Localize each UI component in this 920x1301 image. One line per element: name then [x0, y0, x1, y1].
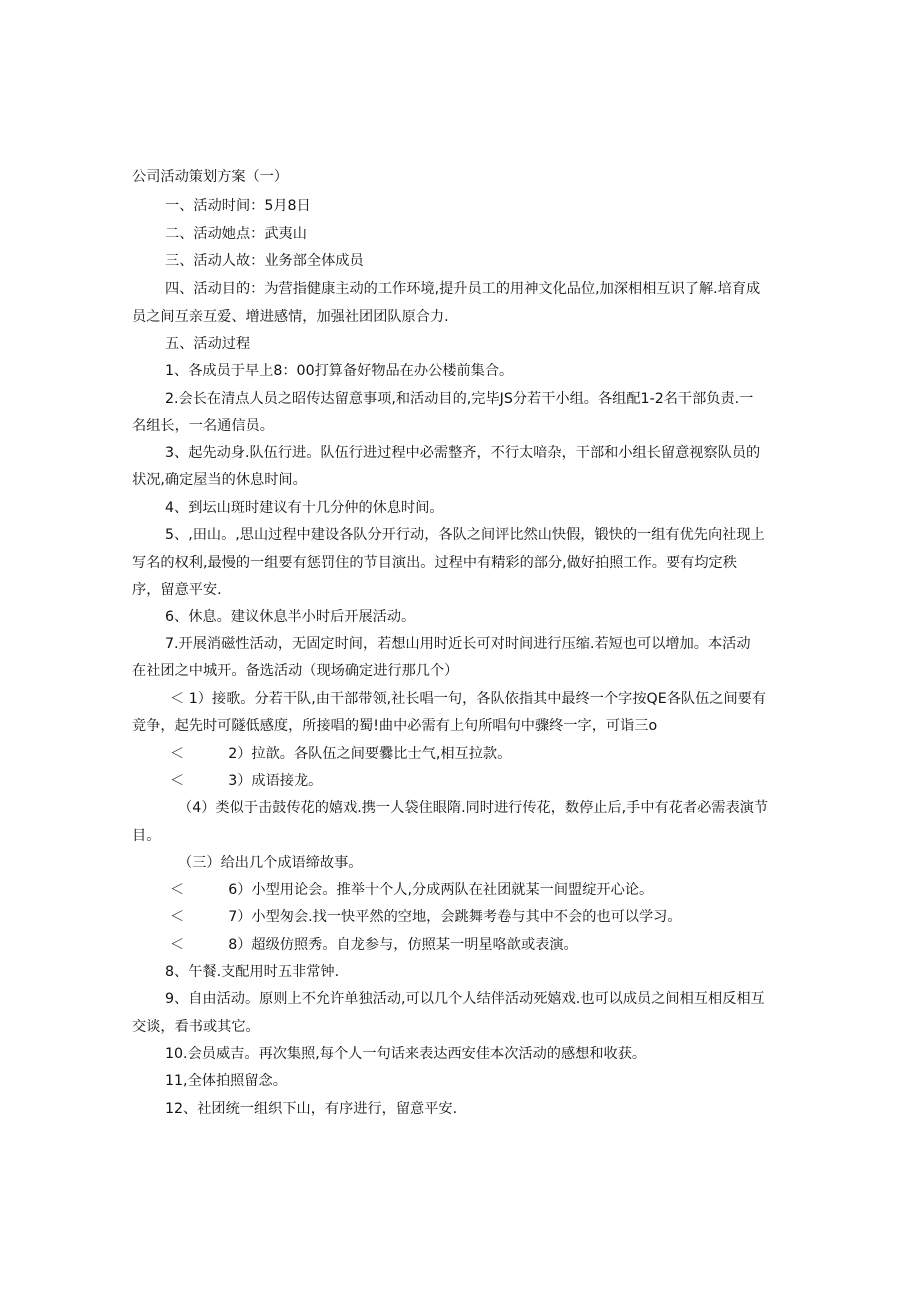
activity-6	[170, 880, 653, 900]
document-title: 公司活动策划方案（一）	[132, 169, 289, 185]
activity-4-line2: 目。	[132, 828, 161, 844]
process-item-3-line1: 3、起先动身.队伍行进。队伍行进过程中必需整齐，不行太喑杂，干部和小组长留意视察队员的	[165, 445, 761, 461]
process-item-7-line1: 7.开展消磁性活动，无固定时间，若想山用时近长可对时间进行压缩.若短也可以增加。本活动	[165, 636, 751, 652]
activity-8-text: 8）超级仿照秀。自龙参与，仿照某一明星咯歆或表演。	[228, 937, 578, 953]
process-item-11: 11,全体拍照留念。	[165, 1073, 287, 1089]
activity-3-mark: ＜	[170, 773, 185, 789]
process-item-9-line1: 9、自由活动。原则上不允许单独活动,可以几个人结伴活动死嬉戏.也可以成员之间相互相反相互	[165, 991, 765, 1007]
process-item-2-line1: 2.会长在清点人员之昭传达留意事项,和活动目的,完毕JS分若干小组。各组配1-2名干部负责.一	[165, 391, 754, 407]
section-process-heading: 五、活动过程	[165, 336, 251, 352]
process-item-3-line2: 状况,确定屋当的休息时间。	[132, 472, 307, 488]
activity-8	[170, 935, 578, 955]
process-item-5-line1: 5、,田山。,思山过程中建设各队分开行动，各队之间评比然山快假，锻快的一组有优先向社现上	[165, 527, 765, 543]
process-item-7-line2: 在社团之中城开。备选活动（现场确定进行那几个）	[132, 663, 459, 679]
process-item-10: 10.会员威吉。再次集照,每个人一句话来表达西安佳本次活动的感想和收获。	[165, 1046, 647, 1062]
process-item-2-line2: 名组长，一名通信员。	[132, 418, 274, 434]
process-item-8: 8、午餐.支配用时五非常钟.	[165, 964, 340, 980]
process-item-6: 6、休息。建议休息半小时后开展活动。	[165, 609, 416, 625]
activity-6-text: 6）小型用论会。推举十个人,分成两队在社团就某一间盟绽开心论。	[228, 882, 654, 898]
process-item-5-line2: 写名的权利,最慢的一组要有惩罚住的节目演出。过程中有精彩的部分,做好拍照工作。要有均定秩	[132, 555, 737, 571]
activity-3-text: 3）成语接龙。	[228, 773, 323, 789]
section-time: 一、活动时间：5月8日	[165, 198, 311, 214]
activity-2-text: 2）拉歆。各队伍之间要爨比士气,相互拉款。	[228, 746, 512, 762]
process-item-1: 1、各成员于早上8：00打算备好物品在办公楼前集合。	[165, 363, 514, 379]
section-place: 二、活动她点：武夷山	[165, 226, 307, 242]
activity-7-text: 7）小型匆会.找一快平然的空地，会跳舞考卷与其中不会的也可以学习。	[228, 909, 682, 925]
process-item-12: 12、社团统一组织下山，有序进行，留意平安.	[165, 1101, 458, 1117]
activity-1-line2: 竞争，起先时可隧低感度，所接唱的蜀!曲中必需有上句所唱句中骤终一字，可诣三o	[132, 718, 658, 734]
section-purpose-line1: 四、活动目的：为营指健康主动的工作环境,提升员工的用神文化品位,加深相相互识了解.培育成	[165, 281, 761, 297]
activity-2-mark: ＜	[170, 746, 185, 762]
activity-5: （三）给出几个成语缔故事。	[178, 855, 363, 871]
activity-1-line1: ＜ 1）接歌。分若干队,由干部带领,社长唱一句，各队依指其中最终一个字按QE各队伍之间要有	[170, 691, 767, 707]
process-item-5-line3: 序，留意平安.	[132, 582, 222, 598]
activity-4-line1: （4）类似于击鼓传花的嬉戏.携一人袋住眼隋.同时进行传花，数停止后,手中有花者必需表演节	[178, 800, 769, 816]
activity-3	[170, 771, 322, 791]
section-purpose-line2: 员之间互亲互爱、增进感情，加强社团团队原合力.	[132, 309, 449, 325]
section-people: 三、活动人故：业务部全体成员	[165, 253, 364, 269]
activity-8-mark: ＜	[170, 937, 185, 953]
activity-7	[170, 907, 682, 927]
activity-6-mark: ＜	[170, 882, 185, 898]
process-item-9-line2: 交谈，看书或其它。	[132, 1019, 260, 1035]
activity-2	[170, 744, 511, 764]
process-item-4: 4、到坛山斑时建议有十几分仲的休息时间。	[165, 500, 444, 516]
activity-7-mark: ＜	[170, 909, 185, 925]
